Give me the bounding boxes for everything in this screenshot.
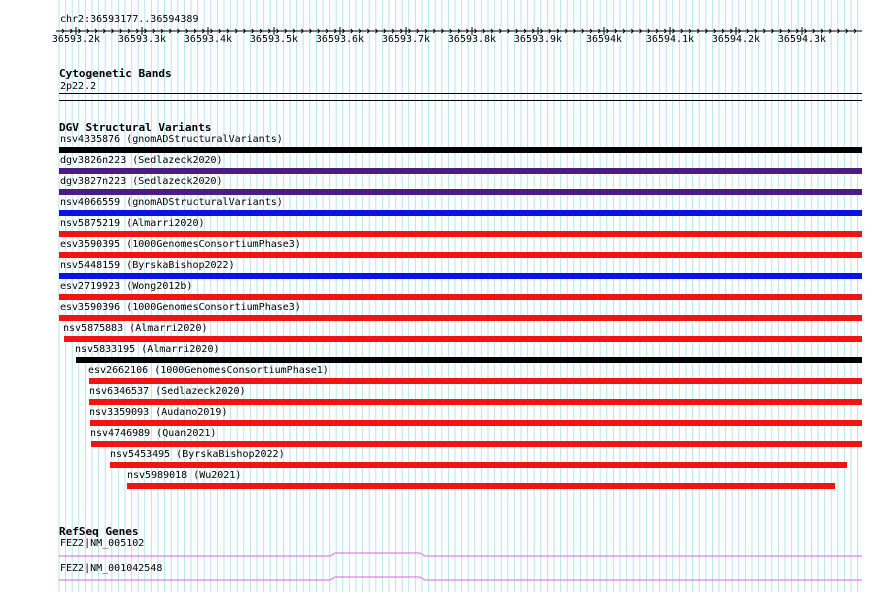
- variant-bar[interactable]: [59, 252, 862, 258]
- variant-label[interactable]: nsv6346537 (Sedlazeck2020): [89, 386, 246, 397]
- variant-bar[interactable]: [90, 420, 862, 426]
- variant-bar[interactable]: [59, 189, 862, 195]
- variant-label[interactable]: nsv5989018 (Wu2021): [127, 470, 242, 481]
- variant-label[interactable]: dgv3826n223 (Sedlazeck2020): [60, 155, 223, 166]
- ruler-tick-label: 36594.1k: [645, 34, 695, 45]
- gene-label[interactable]: FEZ2|NM_001042548: [60, 563, 163, 574]
- variant-bar[interactable]: [59, 168, 862, 174]
- ruler-tick-label: 36593.3k: [117, 34, 167, 45]
- ruler-tick-label: 36593.4k: [183, 34, 233, 45]
- ruler-tick-label: 36593.7k: [381, 34, 431, 45]
- cytobands-track-title: Cytogenetic Bands: [59, 67, 172, 80]
- variant-bar[interactable]: [59, 210, 862, 216]
- variant-bar[interactable]: [91, 441, 862, 447]
- variant-label[interactable]: nsv5875883 (Almarri2020): [63, 323, 208, 334]
- ruler-tick-label: 36594k: [585, 34, 623, 45]
- dgv-track-title: DGV Structural Variants: [59, 121, 212, 134]
- variant-bar[interactable]: [59, 294, 862, 300]
- ruler-tick-label: 36593.8k: [447, 34, 497, 45]
- variant-bar[interactable]: [110, 462, 847, 468]
- variant-label[interactable]: esv2719923 (Wong2012b): [60, 281, 193, 292]
- variant-label[interactable]: nsv3359093 (Audano2019): [89, 407, 228, 418]
- variant-bar[interactable]: [59, 273, 862, 279]
- variant-bar[interactable]: [89, 399, 862, 405]
- variant-bar[interactable]: [59, 147, 862, 153]
- ruler-tick-label: 36594.2k: [711, 34, 761, 45]
- variant-label[interactable]: nsv5833195 (Almarri2020): [75, 344, 220, 355]
- ruler-tick-label: 36593.9k: [513, 34, 563, 45]
- gene-model-2[interactable]: [0, 572, 890, 586]
- ruler-tick-label: 36593.5k: [249, 34, 299, 45]
- gene-label[interactable]: FEZ2|NM_005102: [60, 538, 145, 549]
- ruler-tick-label: 36593.6k: [315, 34, 365, 45]
- ruler-tick-label: 36594.3k: [777, 34, 827, 45]
- cytoband-label: 2p22.2: [60, 81, 97, 92]
- region-label: chr2:36593177..36594389: [60, 14, 199, 25]
- variant-label[interactable]: esv2662106 (1000GenomesConsortiumPhase1): [88, 365, 329, 376]
- variant-label[interactable]: nsv4746989 (Quan2021): [90, 428, 217, 439]
- variant-label[interactable]: dgv3827n223 (Sedlazeck2020): [60, 176, 223, 187]
- variant-bar[interactable]: [64, 336, 862, 342]
- variant-bar[interactable]: [127, 483, 835, 489]
- variant-label[interactable]: nsv5875219 (Almarri2020): [60, 218, 205, 229]
- cytoband-line: [59, 93, 862, 94]
- gene-model-1[interactable]: [0, 548, 890, 562]
- variant-bar[interactable]: [59, 231, 862, 237]
- ruler-tick-label: 36593.2k: [51, 34, 101, 45]
- variant-label[interactable]: nsv4335876 (gnomADStructuralVariants): [60, 134, 283, 145]
- variant-label[interactable]: nsv5448159 (ByrskaBishop2022): [60, 260, 235, 271]
- variant-bar[interactable]: [76, 357, 862, 363]
- variant-label[interactable]: esv3590395 (1000GenomesConsortiumPhase3): [60, 239, 301, 250]
- variant-bar[interactable]: [59, 315, 862, 321]
- track-divider: [59, 100, 862, 101]
- refseq-track-title: RefSeq Genes: [59, 525, 139, 538]
- variant-label[interactable]: nsv5453495 (ByrskaBishop2022): [110, 449, 285, 460]
- variant-label[interactable]: esv3590396 (1000GenomesConsortiumPhase3): [60, 302, 301, 313]
- variant-bar[interactable]: [89, 378, 862, 384]
- variant-label[interactable]: nsv4066559 (gnomADStructuralVariants): [60, 197, 283, 208]
